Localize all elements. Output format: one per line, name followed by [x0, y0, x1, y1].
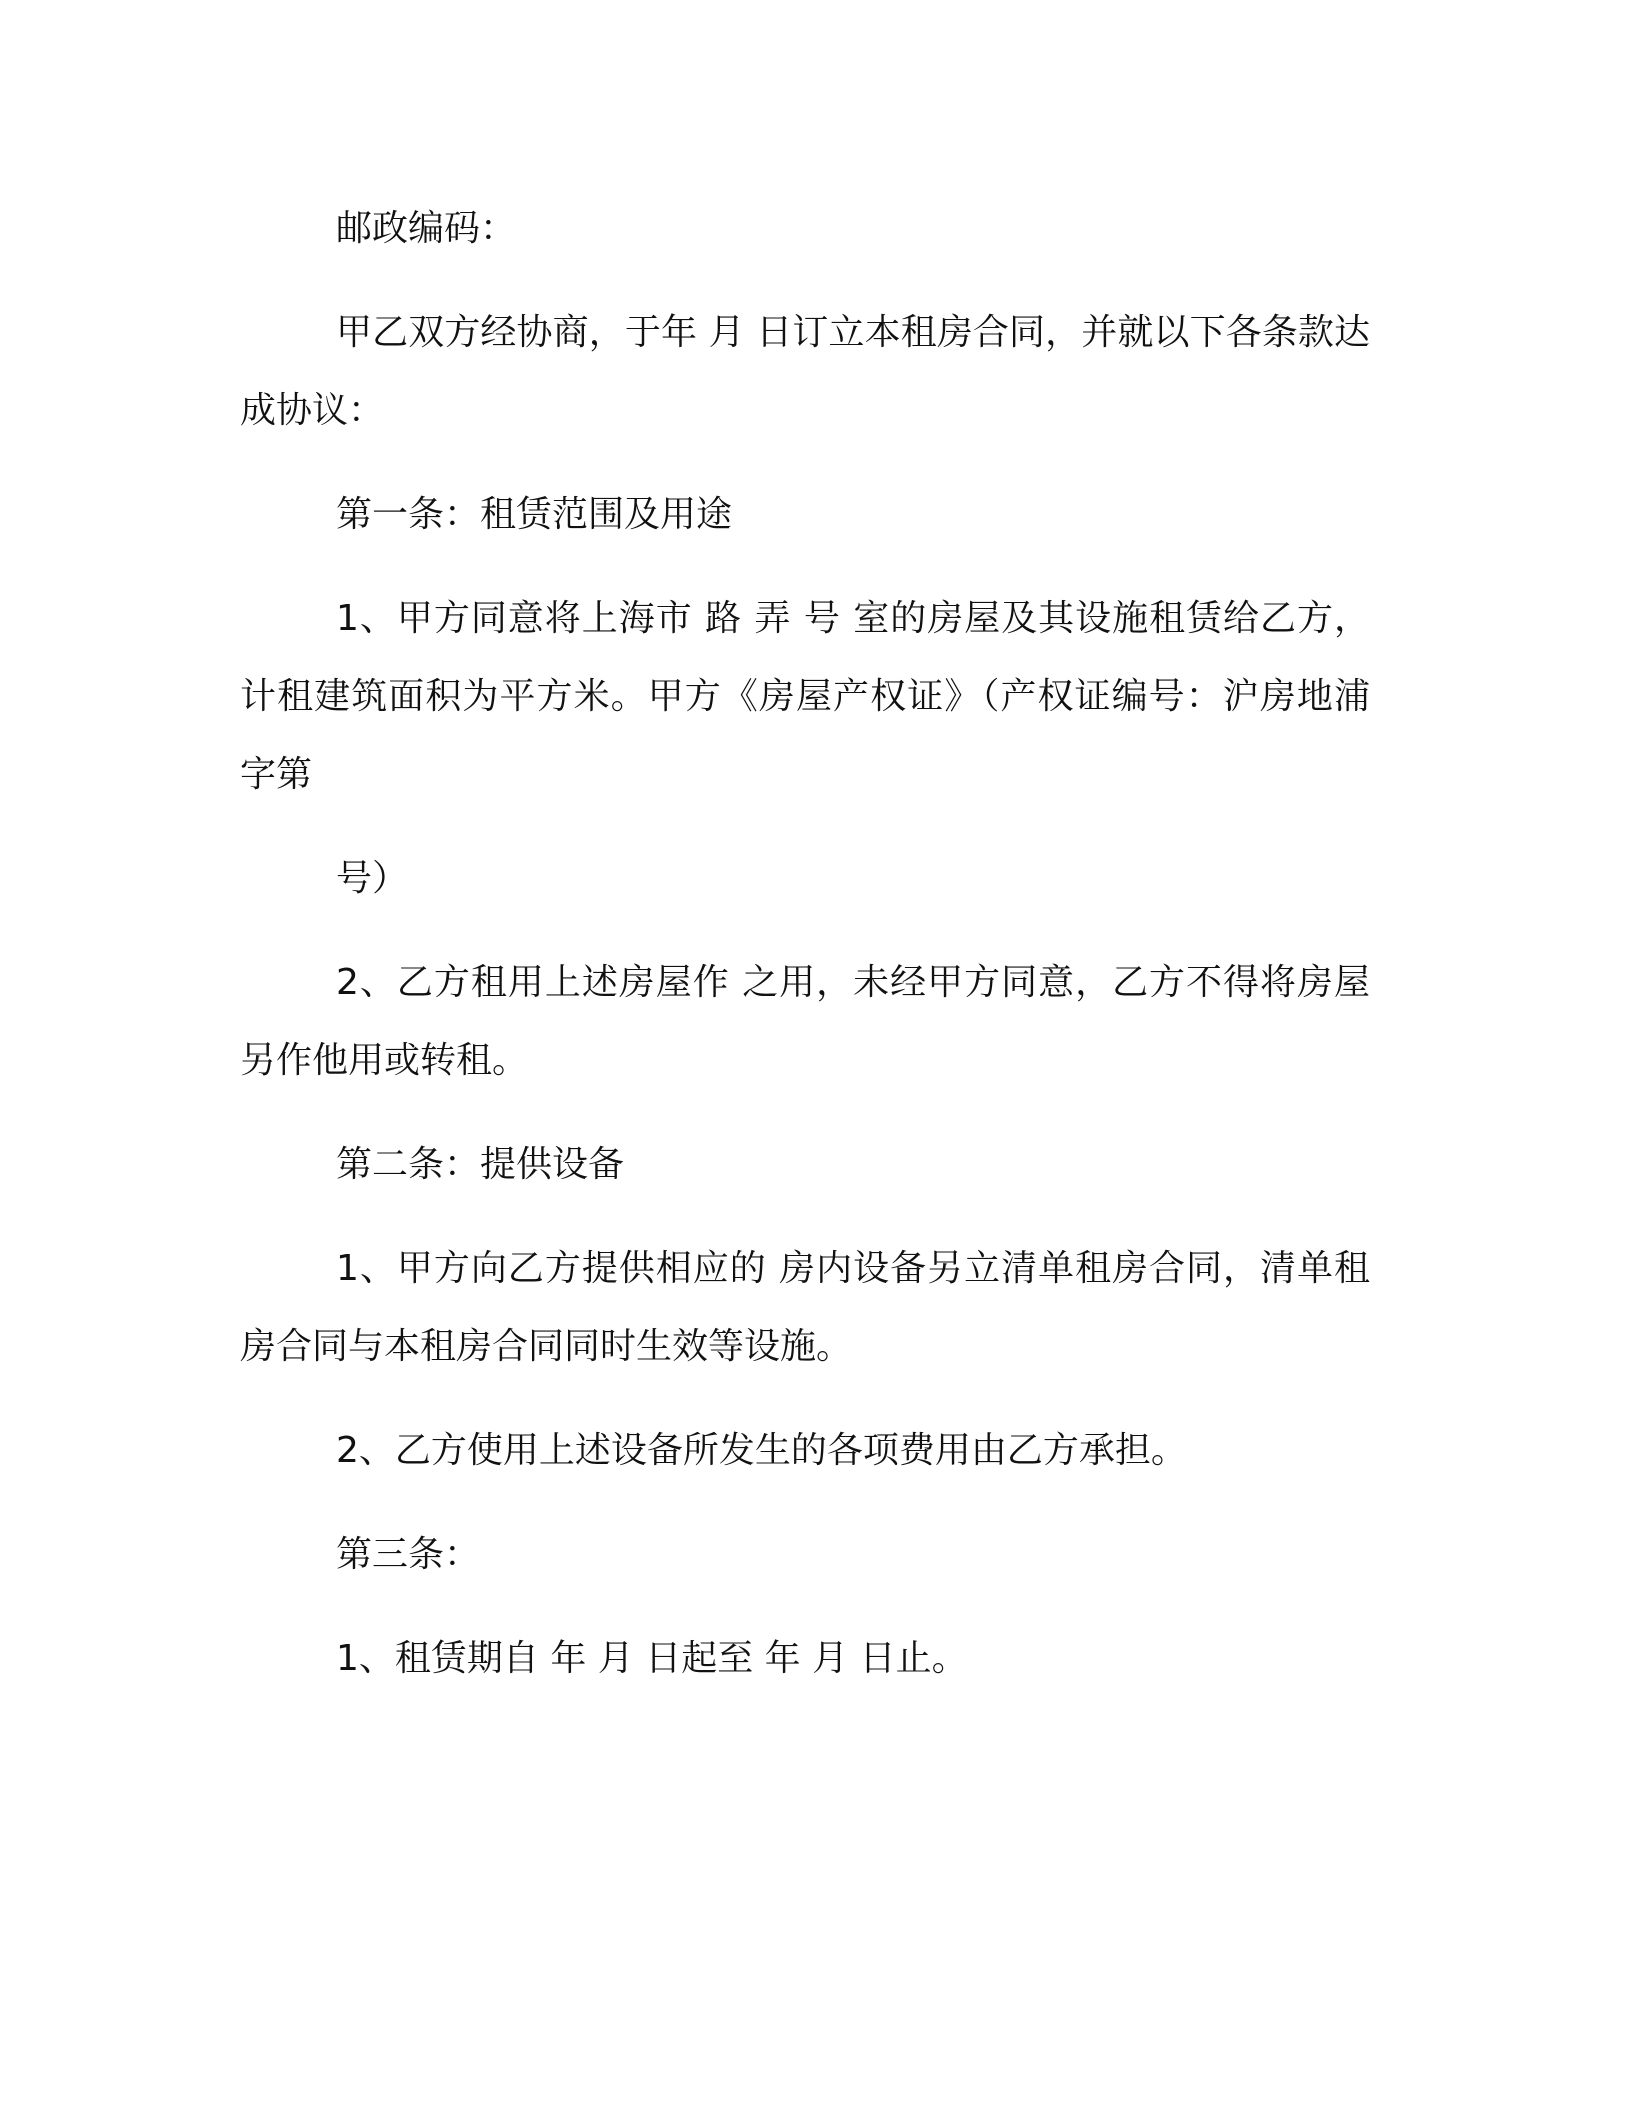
agreement-intro: 甲乙双方经协商，于年 月 日订立本租房合同，并就以下各条款达成协议：	[240, 312, 1370, 431]
article-2-clause-2: 2、乙方使用上述设备所发生的各项费用由乙方承担。	[336, 1430, 1187, 1471]
document-body	[240, 190, 1370, 1724]
article-2-heading: 第二条：提供设备	[336, 1144, 625, 1185]
postal-code-line: 邮政编码：	[336, 208, 517, 249]
article-1-heading: 第一条：租赁范围及用途	[336, 494, 733, 535]
article-3-clause-1: 1、租赁期自 年 月 日起至 年 月 日止。	[336, 1638, 968, 1679]
article-2-clause-1: 1、甲方向乙方提供相应的 房内设备另立清单租房合同，清单租房合同与本租房合同同时生效等设施。	[240, 1248, 1370, 1367]
article-1-clause-1-tail: 号）	[336, 858, 409, 899]
article-1-clause-2: 2、乙方租用上述房屋作 之用，未经甲方同意，乙方不得将房屋另作他用或转租。	[240, 962, 1370, 1081]
article-3-heading: 第三条：	[336, 1534, 481, 1575]
article-1-clause-1: 1、甲方同意将上海市 路 弄 号 室的房屋及其设施租赁给乙方，计租建筑面积为平方米。甲方《房屋产权证》（产权证编号：沪房地浦字第	[240, 598, 1370, 795]
